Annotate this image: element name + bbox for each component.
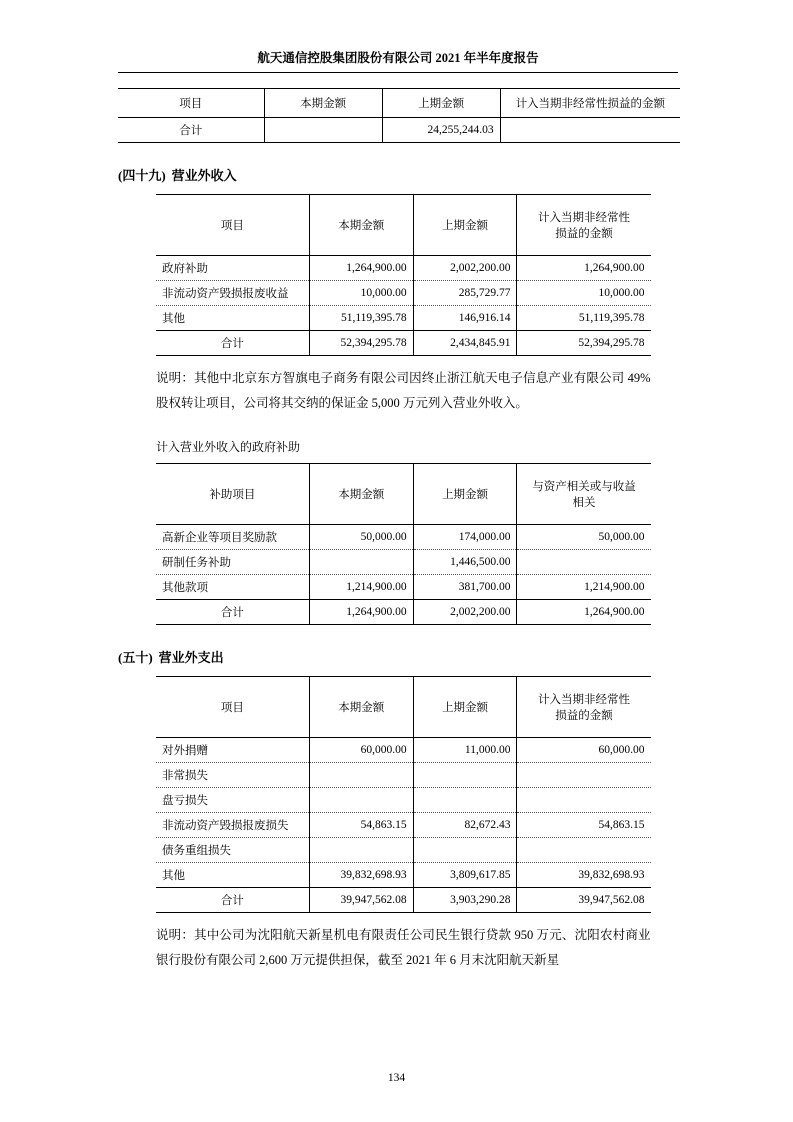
cell-related: 1,264,900.00 <box>517 600 651 625</box>
table-header-row <box>156 464 651 525</box>
section-title-49 <box>118 165 680 184</box>
col-nonrecurring <box>517 195 651 256</box>
cell-nonrecurring: 54,863.15 <box>517 813 651 838</box>
col-related-line2: 相关 <box>572 497 596 509</box>
non-operating-expense-table <box>156 676 651 913</box>
cell-item: 合计 <box>156 600 309 625</box>
cell-current <box>309 788 413 813</box>
col-nonrecurring: 计入当期非经常性损益的金额 <box>500 89 680 118</box>
cell-previous: 3,809,617.85 <box>413 863 517 888</box>
section-name-50: 营业外支出 <box>158 650 224 665</box>
cell-nonrecurring: 39,832,698.93 <box>517 863 651 888</box>
table-row <box>156 788 651 813</box>
cell-current <box>264 118 382 143</box>
col-current: 本期金额 <box>309 677 413 738</box>
cell-nonrecurring: 1,264,900.00 <box>517 256 651 281</box>
cell-previous: 1,446,500.00 <box>413 550 517 575</box>
cell-nonrecurring <box>517 763 651 788</box>
col-related-line1: 与资产相关或与收益 <box>532 481 636 493</box>
cell-item: 合计 <box>156 888 309 913</box>
cell-nonrecurring: 52,394,295.78 <box>517 331 651 356</box>
table-row <box>156 306 651 331</box>
cell-item: 其他 <box>156 863 309 888</box>
cell-item: 其他 <box>156 306 309 331</box>
table-total-row <box>156 331 651 356</box>
table-row <box>118 118 680 143</box>
col-current: 本期金额 <box>309 464 413 525</box>
cell-previous: 82,672.43 <box>413 813 517 838</box>
table-row <box>156 575 651 600</box>
government-subsidy-table <box>156 463 651 625</box>
col-current: 本期金额 <box>309 195 413 256</box>
cell-current: 1,264,900.00 <box>309 256 413 281</box>
cell-current: 39,947,562.08 <box>309 888 413 913</box>
cell-related: 1,214,900.00 <box>517 575 651 600</box>
table-row <box>156 813 651 838</box>
page-header: 航天通信控股集团股份有限公司 2021 年半年度报告 <box>257 51 539 65</box>
col-previous: 上期金额 <box>382 89 500 118</box>
table-row <box>156 256 651 281</box>
cell-item: 债务重组损失 <box>156 838 309 863</box>
cell-nonrecurring <box>517 788 651 813</box>
cell-related: 50,000.00 <box>517 525 651 550</box>
header-divider <box>118 72 678 73</box>
col-subsidy-item: 补助项目 <box>156 464 309 525</box>
table-total-row <box>156 600 651 625</box>
section-name-49: 营业外收入 <box>171 168 237 183</box>
cell-current: 51,119,395.78 <box>309 306 413 331</box>
page-number: 134 <box>387 1072 406 1084</box>
cell-previous <box>413 788 517 813</box>
cell-current <box>309 550 413 575</box>
cell-current: 60,000.00 <box>309 738 413 763</box>
cell-nonrecurring: 10,000.00 <box>517 281 651 306</box>
cell-current: 10,000.00 <box>309 281 413 306</box>
cell-current: 1,214,900.00 <box>309 575 413 600</box>
table-row <box>156 763 651 788</box>
cell-item: 非流动资产毁损报废损失 <box>156 813 309 838</box>
cell-nonrecurring <box>500 118 680 143</box>
cell-previous: 2,002,200.00 <box>413 256 517 281</box>
table-row <box>156 738 651 763</box>
cell-previous: 24,255,244.03 <box>382 118 500 143</box>
col-nonrecurring-line2: 损益的金额 <box>555 710 613 722</box>
cell-previous: 174,000.00 <box>413 525 517 550</box>
cell-previous: 285,729.77 <box>413 281 517 306</box>
cell-nonrecurring: 60,000.00 <box>517 738 651 763</box>
cell-item: 非流动资产毁损报废收益 <box>156 281 309 306</box>
cell-previous: 2,002,200.00 <box>413 600 517 625</box>
col-item: 项目 <box>156 195 309 256</box>
cell-related <box>517 550 651 575</box>
cell-current: 54,863.15 <box>309 813 413 838</box>
table-header-row <box>118 89 680 118</box>
col-nonrecurring-line1: 计入当期非经常性 <box>538 694 631 706</box>
section-title-50 <box>118 647 680 666</box>
cell-item: 对外捐赠 <box>156 738 309 763</box>
col-previous: 上期金额 <box>413 677 517 738</box>
table-row <box>156 525 651 550</box>
cell-current: 50,000.00 <box>309 525 413 550</box>
col-nonrecurring-line2: 损益的金额 <box>555 228 613 240</box>
non-operating-income-table <box>156 194 651 356</box>
continued-table <box>118 88 680 143</box>
cell-previous <box>413 763 517 788</box>
table-row <box>156 838 651 863</box>
cell-nonrecurring: 51,119,395.78 <box>517 306 651 331</box>
table-row <box>156 550 651 575</box>
cell-item: 研制任务补助 <box>156 550 309 575</box>
cell-item: 政府补助 <box>156 256 309 281</box>
table-row <box>156 863 651 888</box>
subsidy-subtitle: 计入营业外收入的政府补助 <box>156 440 301 454</box>
col-previous: 上期金额 <box>413 464 517 525</box>
cell-previous: 3,903,290.28 <box>413 888 517 913</box>
col-nonrecurring-line1: 计入当期非经常性 <box>538 212 631 224</box>
cell-item: 合计 <box>156 331 309 356</box>
col-nonrecurring <box>517 677 651 738</box>
cell-previous: 2,434,845.91 <box>413 331 517 356</box>
cell-previous: 381,700.00 <box>413 575 517 600</box>
cell-item: 盘亏损失 <box>156 788 309 813</box>
cell-current <box>309 838 413 863</box>
col-item: 项目 <box>118 89 264 118</box>
cell-previous: 146,916.14 <box>413 306 517 331</box>
page-content <box>118 88 680 973</box>
table-header-row <box>156 677 651 738</box>
cell-item: 非常损失 <box>156 763 309 788</box>
cell-current: 39,832,698.93 <box>309 863 413 888</box>
cell-item: 合计 <box>179 125 203 137</box>
col-related <box>517 464 651 525</box>
section-index-50: (五十) <box>118 650 153 665</box>
section-index-49: (四十九) <box>118 168 166 183</box>
cell-current <box>309 763 413 788</box>
table-header-row <box>156 195 651 256</box>
cell-item: 其他款项 <box>156 575 309 600</box>
col-item: 项目 <box>156 677 309 738</box>
col-previous: 上期金额 <box>413 195 517 256</box>
cell-current: 52,394,295.78 <box>309 331 413 356</box>
cell-previous <box>413 838 517 863</box>
cell-current: 1,264,900.00 <box>309 600 413 625</box>
table-row <box>156 281 651 306</box>
cell-previous: 11,000.00 <box>413 738 517 763</box>
cell-item: 高新企业等项目奖励款 <box>156 525 309 550</box>
cell-nonrecurring <box>517 838 651 863</box>
col-current: 本期金额 <box>264 89 382 118</box>
table-total-row <box>156 888 651 913</box>
note-50: 说明：其中公司为沈阳航天新星机电有限责任公司民生银行贷款 950 万元、沈阳农村商业银行股份有限公司 2,600 万元提供担保，截至 2021 年 6 月末沈阳航天新星 <box>156 928 651 967</box>
cell-nonrecurring: 39,947,562.08 <box>517 888 651 913</box>
note-49: 说明：其他中北京东方智旗电子商务有限公司因终止浙江航天电子信息产业有限公司 49%股权转让项目，公司将其交纳的保证金 5,000 万元列入营业外收入。 <box>156 371 651 410</box>
